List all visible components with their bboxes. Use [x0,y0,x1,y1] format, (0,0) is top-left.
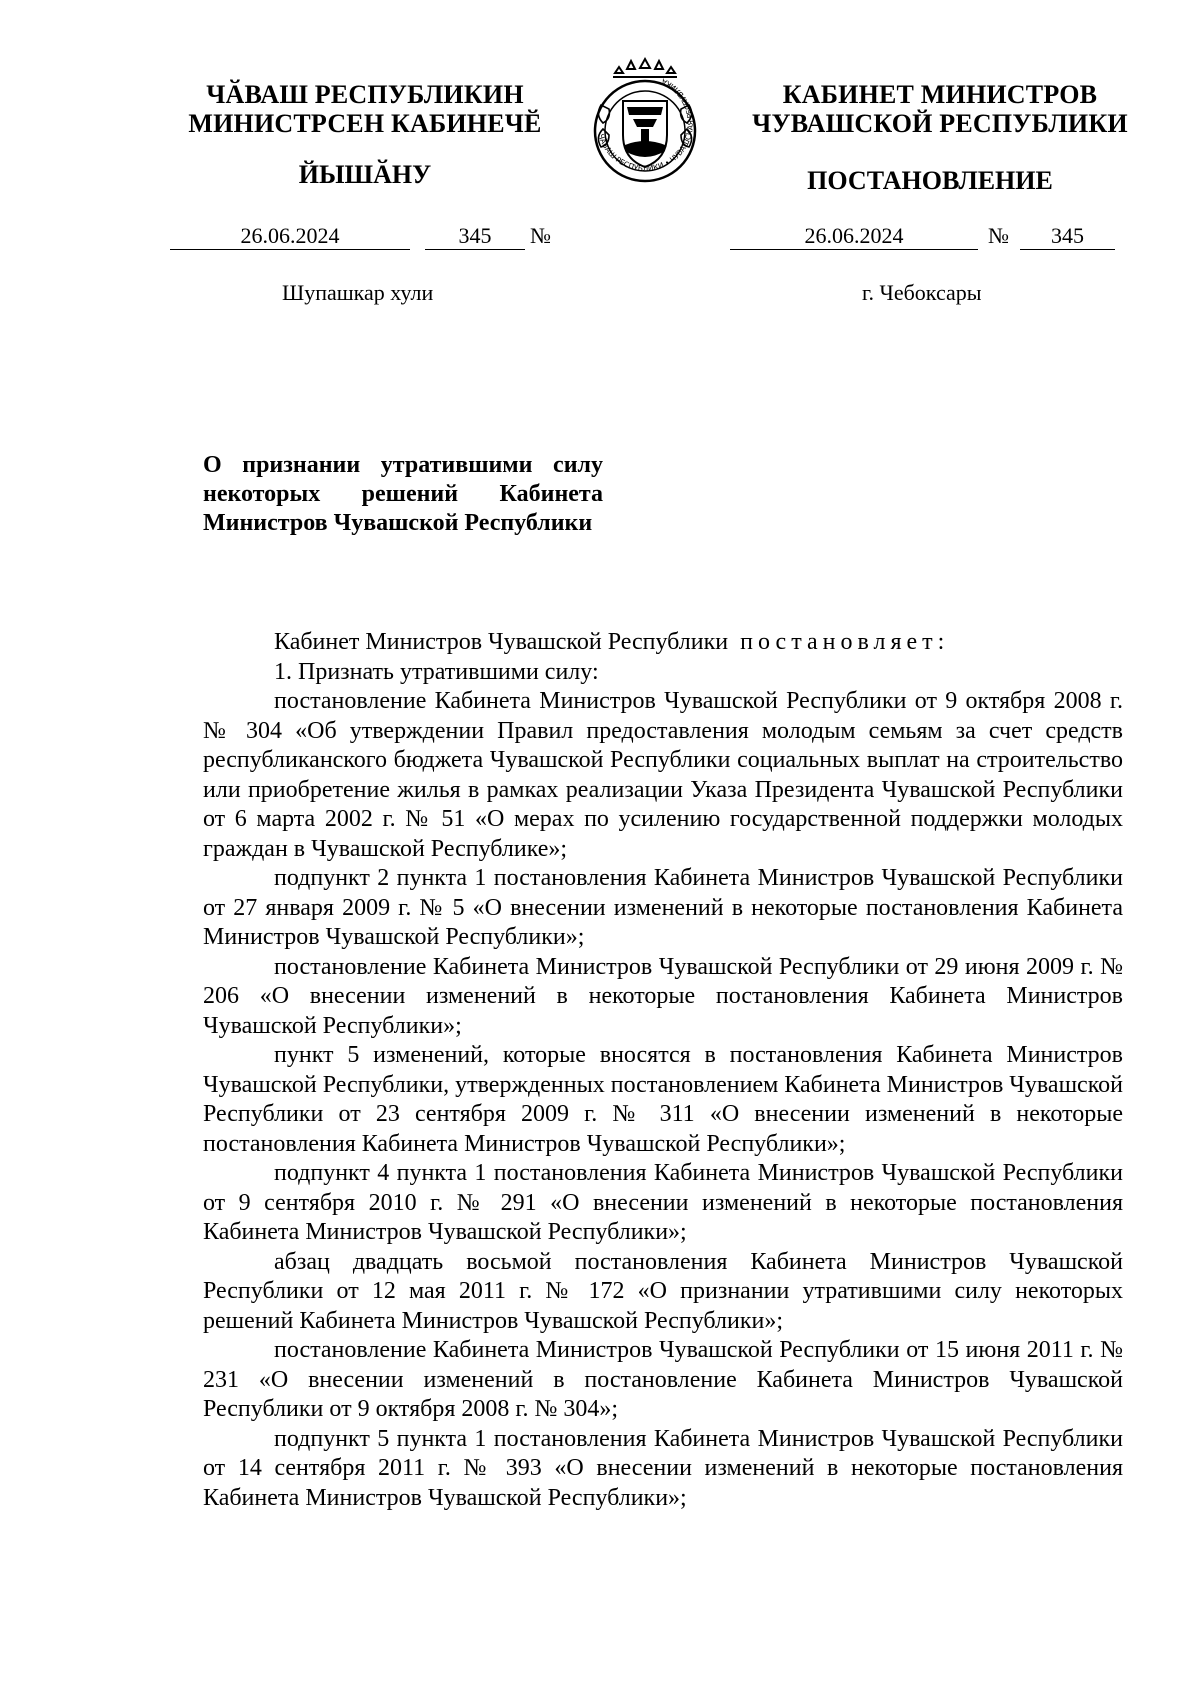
header-left-line1: ЧӐВАШ РЕСПУБЛИКИН [206,80,524,109]
paragraph: пункт 5 изменений, которые вносятся в постановления Кабинета Министров Чувашской Республики, утвержденных постановлением Кабинета Министров Чувашской Республики от 23 сентября 2009 г. № 311 «О внесении изменений в некоторые постановления Кабинета Министров Чувашской Республики»; [203,1042,1123,1157]
paragraph: постановление Кабинета Министров Чувашской Республики от 9 октября 2008 г. № 304 «Об утверждении Правил предоставления молодым семьям за счет средств республиканского бюджета Чувашской Республики социальных выплат на строительство или приобретение жилья в рамках реализации Указа Президента Чувашской Республики от 6 марта 2002 г. № 51 «О мерах по усилению государственной поддержки молодых граждан в Чувашской Республике»; [203,688,1123,862]
header-right-doc-type: ПОСТАНОВЛЕНИЕ [807,166,1053,195]
paragraph: постановление Кабинета Министров Чувашской Республики от 29 июня 2009 г. № 206 «О внесении изменений в некоторые постановления Кабинета Министров Чувашской Республики»; [203,953,1123,1039]
intro-paragraph [203,628,1123,658]
header-left-city: Шупашкар хули [282,280,434,305]
header-left-number: 345 [425,222,525,250]
chuvash-coat-of-arms-icon [573,55,717,185]
intro-prefix: Кабинет Министров Чувашской Республики [274,629,729,655]
header-right-line2: ЧУВАШСКОЙ РЕСПУБЛИКИ [752,109,1128,138]
header-left-number-sign: № [530,223,551,248]
header-right-city: г. Чебоксары [862,280,982,305]
header-right-org [730,80,1150,138]
header-right-number-line [730,222,1120,252]
header-right-number: 345 [1020,222,1115,250]
header-right-date: 26.06.2024 [730,222,978,250]
intro-decree: постановляет: [740,629,950,655]
header-right-number-sign: № [988,223,1009,248]
header-right-line1: КАБИНЕТ МИНИСТРОВ [782,80,1098,109]
document-subject: О признании утратившими силу некоторых решений Кабинета Министров Чувашской Республики [203,452,603,536]
header-left-org [170,80,560,138]
header-left-number-line [170,222,570,252]
header-left-doc-type: ЙЫШӐНУ [298,160,432,189]
paragraph: подпункт 4 пункта 1 постановления Кабинета Министров Чувашской Республики от 9 сентября 2010 г. № 291 «О внесении изменений в некоторые постановления Кабинета Министров Чувашской Республики»; [203,1160,1123,1245]
paragraph: подпункт 2 пункта 1 постановления Кабинета Министров Чувашской Республики от 27 января 2009 г. № 5 «О внесении изменений в некоторые постановления Кабинета Министров Чувашской Республики»; [203,865,1123,950]
paragraph: подпункт 5 пункта 1 постановления Кабинета Министров Чувашской Республики от 14 сентября 2011 г. № 393 «О внесении изменений в некоторые постановления Кабинета Министров Чувашской Республики»; [203,1425,1123,1511]
paragraph: абзац двадцать восьмой постановления Кабинета Министров Чувашской Республики от 12 мая 2011 г. № 172 «О признании утратившими силу некоторых решений Кабинета Министров Чувашской Республики»; [203,1248,1123,1334]
paragraph: постановление Кабинета Министров Чувашской Республики от 15 июня 2011 г. № 231 «О внесении изменений в постановление Кабинета Министров Чувашской Республики от 9 октября 2008 г. № 304»; [203,1337,1123,1422]
emblem-ring-text: ЧĂВАШ РЕСПУБЛИКИ • ЧУВАШСКАЯ РЕСПУБЛИКА [596,76,696,174]
header-left-date: 26.06.2024 [170,222,410,250]
item-1: 1. Признать утратившими силу: [274,658,599,685]
header-left-line2: МИНИСТРСЕН КАБИНЕЧӖ [188,109,542,138]
document-body [203,628,1123,1513]
